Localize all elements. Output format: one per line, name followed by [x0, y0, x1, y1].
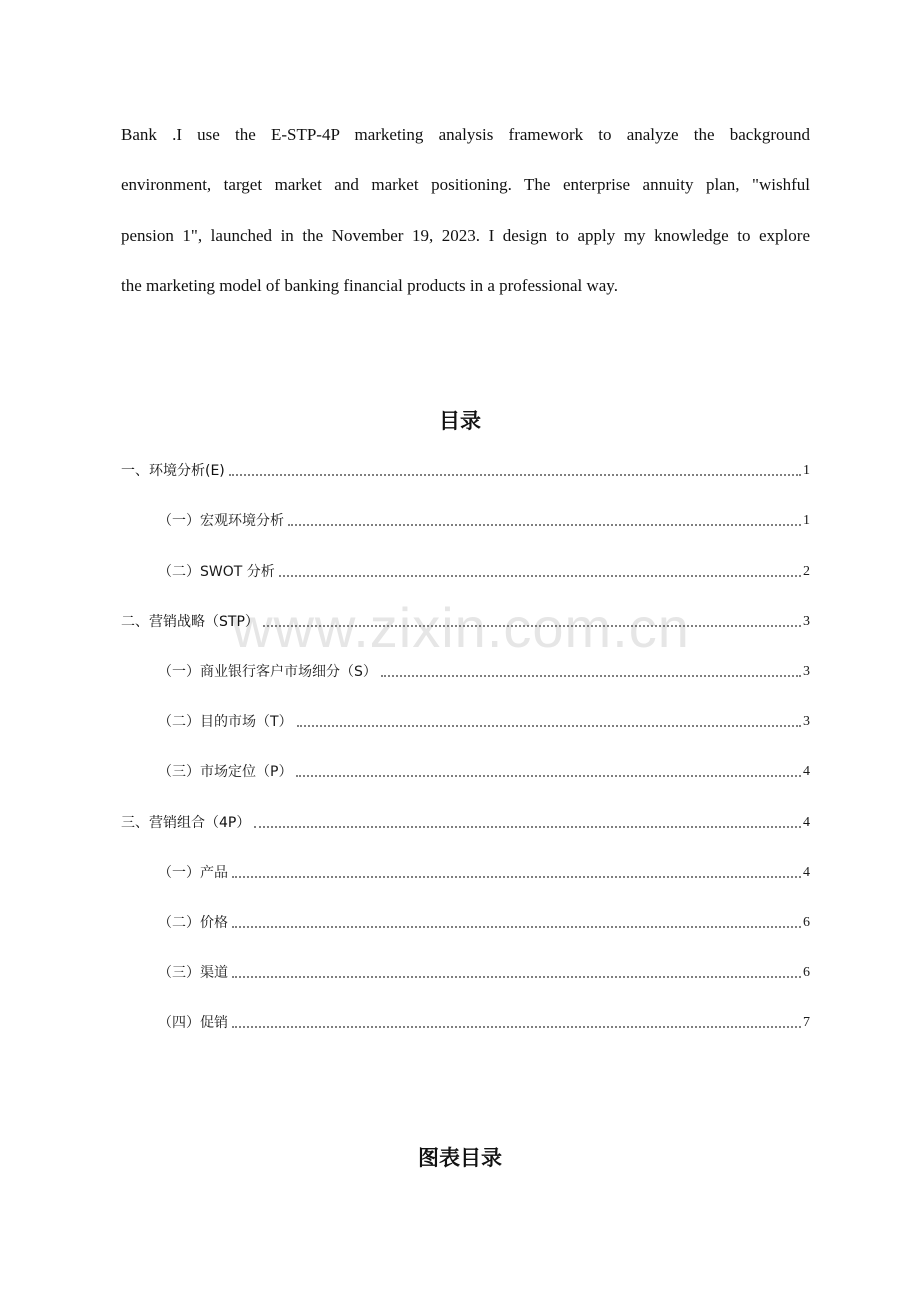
- toc-entry[interactable]: [158, 661, 810, 681]
- toc-entry[interactable]: [158, 711, 810, 731]
- toc-entry[interactable]: [158, 1012, 810, 1032]
- toc-entry[interactable]: [121, 812, 810, 832]
- toc-entry-page: 7: [803, 1015, 810, 1030]
- toc-entry-label: 二、营销战略（STP）: [121, 614, 259, 630]
- toc-entry-label: 一、环境分析(E): [121, 463, 225, 479]
- toc-entry-page: 6: [803, 915, 810, 930]
- toc-entry-label: （一）商业银行客户市场细分（S）: [158, 664, 377, 680]
- toc-entry-label: （一）宏观环境分析: [158, 513, 284, 529]
- toc-leader-dots: [232, 876, 801, 878]
- toc-entry[interactable]: [121, 611, 810, 631]
- toc-entry-label: （二）SWOT 分析: [158, 564, 275, 580]
- toc-entry-page: 6: [803, 965, 810, 980]
- toc-title: 目录: [439, 409, 481, 433]
- toc-entry-page: 1: [803, 463, 810, 478]
- watermark: www.zixin.com.cn: [232, 596, 690, 659]
- toc-entry[interactable]: [158, 510, 810, 530]
- toc-entry-page: 4: [803, 815, 810, 830]
- abstract-line: Bank .I use the E-STP-4P marketing analysis framework to analyze the background: [121, 125, 810, 144]
- toc-entry-page: 4: [803, 865, 810, 880]
- toc-entry-label: （二）目的市场（T）: [158, 714, 293, 730]
- toc-entry-label: （三）市场定位（P）: [158, 764, 293, 780]
- abstract-line: the marketing model of banking financial products in a professional way.: [121, 276, 618, 295]
- toc-leader-dots: [232, 976, 801, 978]
- toc-leader-dots: [232, 1026, 801, 1028]
- toc-leader-dots: [288, 524, 801, 526]
- toc-entry[interactable]: [158, 561, 810, 581]
- toc-leader-dots: [279, 575, 801, 577]
- toc-entry-label: （一）产品: [158, 865, 228, 881]
- toc-entry-page: 3: [803, 664, 810, 679]
- toc-entry-page: 3: [803, 714, 810, 729]
- toc-entry[interactable]: [158, 862, 810, 882]
- toc-leader-dots: [297, 725, 801, 727]
- abstract-line: pension 1", launched in the November 19, 2023. I design to apply my knowledge to explore: [121, 226, 810, 245]
- toc-entry[interactable]: [158, 962, 810, 982]
- toc-entry-label: 三、营销组合（4P）: [121, 815, 251, 831]
- toc-leader-dots: [263, 625, 801, 627]
- toc-entry-page: 3: [803, 614, 810, 629]
- toc-entry[interactable]: [158, 761, 810, 781]
- toc-entry-label: （三）渠道: [158, 965, 228, 981]
- toc-entry-page: 2: [803, 564, 810, 579]
- toc-leader-dots: [296, 775, 801, 777]
- toc-leader-dots: [381, 675, 801, 677]
- toc-leader-dots: [254, 826, 801, 828]
- toc-entry-label: （二）价格: [158, 915, 228, 931]
- toc-entry-label: （四）促销: [158, 1015, 228, 1031]
- abstract-line: environment, target market and market positioning. The enterprise annuity plan, "wishful: [121, 175, 810, 194]
- figure-toc-title: 图表目录: [418, 1146, 502, 1170]
- toc-entry-page: 1: [803, 513, 810, 528]
- toc-leader-dots: [229, 474, 801, 476]
- toc-leader-dots: [232, 926, 801, 928]
- toc-entry-page: 4: [803, 764, 810, 779]
- toc-entry[interactable]: [121, 460, 810, 480]
- toc-entry[interactable]: [158, 912, 810, 932]
